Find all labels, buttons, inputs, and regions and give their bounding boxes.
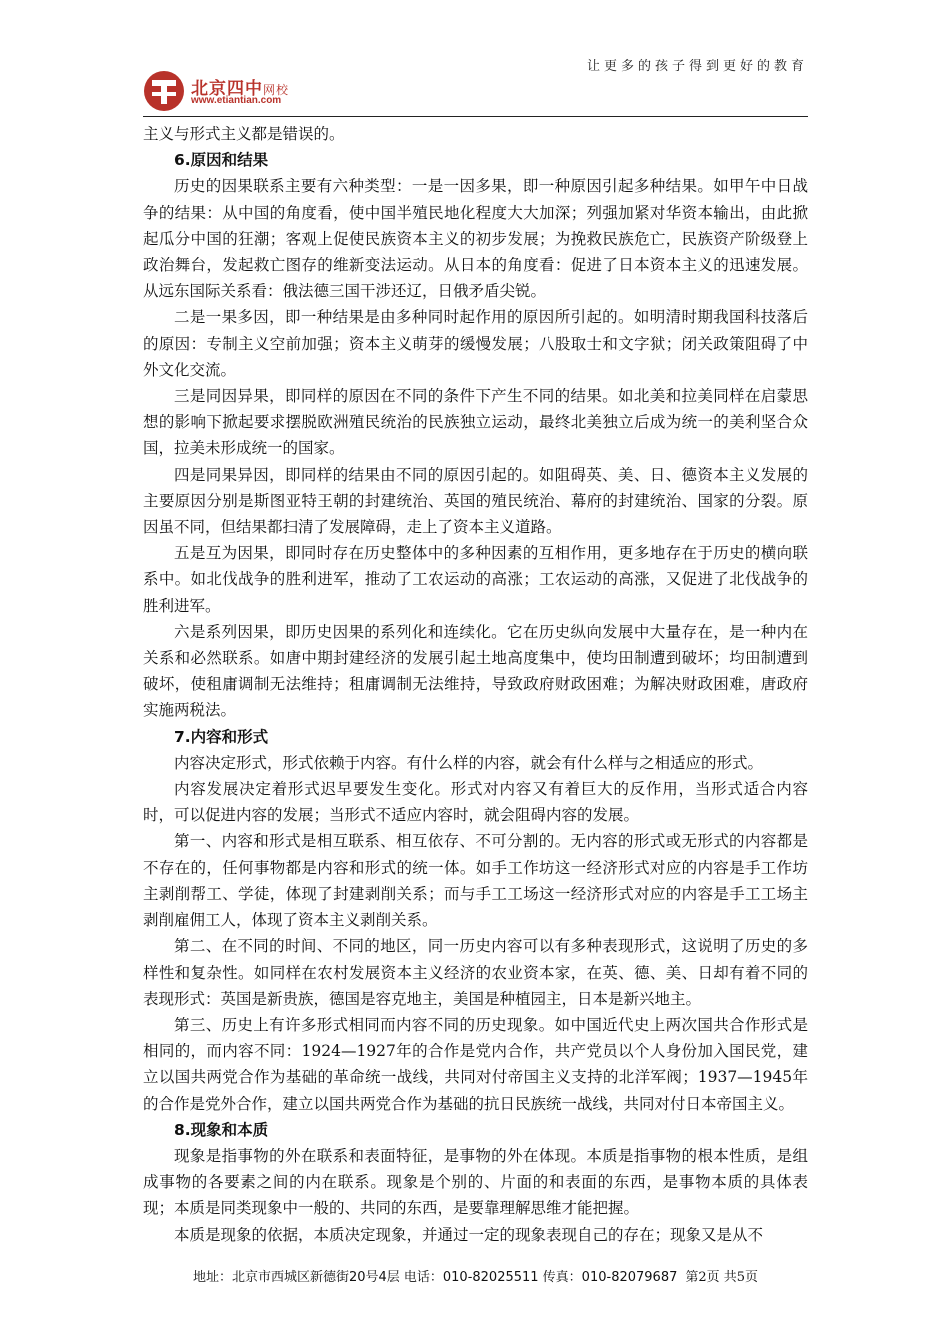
paragraph: 主义与形式主义都是错误的。: [143, 125, 345, 143]
section-heading-7: 7.内容和形式: [174, 727, 269, 746]
document-body: [143, 121, 808, 1248]
paragraph: 四是同果异因，即同样的结果由不同的原因引起的。如阻碍英、美、日、德资本主义发展的主要原因分别是斯图亚特王朝的封建统治、英国的殖民统治、幕府的封建统治、国家的分裂。原因虽不同，但结果都扫清了发展障碍，走上了资本主义道路。: [143, 465, 808, 537]
paragraph: 本质是现象的依据，本质决定现象，并通过一定的现象表现自己的存在；现象又是从不: [174, 1225, 764, 1244]
paragraph: 历史的因果联系主要有六种类型：一是一因多果，即一种原因引起多种结果。如甲午中日战争的结果：从中国的角度看，使中国半殖民地化程度大大加深；列强加紧对华资本输出，由此掀起瓜分中国的狂潮；客观上促使民族资本主义的初步发展；为挽救民族危亡，民族资产阶级登上政治舞台，发起救亡图存的维新变法运动。从日本的角度看：促进了日本资本主义的迅速发展。从远东国际关系看：俄法德三国干涉还辽，日俄矛盾尖锐。: [143, 177, 808, 301]
page-header: [143, 48, 808, 116]
section-heading-6: 6.原因和结果: [174, 151, 269, 170]
paragraph: 内容发展决定着形式迟早要发生变化。形式对内容又有着巨大的反作用，当形式适合内容时，可以促进内容的发展；当形式不适应内容时，就会阻碍内容的发展。: [143, 780, 808, 825]
page-footer: [143, 1266, 808, 1285]
school-logo-icon: [143, 70, 185, 112]
paragraph: 三是同因异果，即同样的原因在不同的条件下产生不同的结果。如北美和拉美同样在启蒙思想的影响下掀起要求摆脱欧洲殖民统治的民族独立运动，最终北美独立后成为统一的美利坚合众国，拉美未形成统一的国家。: [143, 387, 808, 458]
logo-url: www.etiantian.com: [191, 95, 282, 106]
header-divider: [143, 116, 808, 117]
paragraph: 现象是指事物的外在联系和表面特征，是事物的外在体现。本质是指事物的根本性质，是组成事物的各要素之间的内在联系。现象是个别的、片面的和表面的东西，是事物本质的具体表现；本质是同类现象中一般的、共同的东西，是要靠理解思维才能把握。: [143, 1146, 808, 1218]
paragraph: 五是互为因果，即同时存在历史整体中的多种因素的互相作用，更多地存在于历史的横向联系中。如北伐战争的胜利进军，推动了工农运动的高涨；工农运动的高涨，又促进了北伐战争的胜利进军。: [143, 544, 808, 615]
paragraph: 第二、在不同的时间、不同的地区，同一历史内容可以有多种表现形式，这说明了历史的多样性和复杂性。如同样在农村发展资本主义经济的农业资本家，在英、德、美、日却有着不同的表现形式：英国是新贵族，德国是容克地主，美国是种植园主，日本是新兴地主。: [143, 937, 808, 1008]
page-number: 第2页 共5页: [685, 1270, 759, 1285]
paragraph: 二是一果多因，即一种结果是由多种同时起作用的原因所引起的。如明清时期我国科技落后的原因：专制主义空前加强；资本主义萌芽的缓慢发展；八股取士和文字狱；闭关政策阻碍了中外文化交流。: [143, 308, 808, 379]
section-heading-8: 8.现象和本质: [174, 1120, 269, 1139]
paragraph: 内容决定形式，形式依赖于内容。有什么样的内容，就会有什么样与之相适应的形式。: [174, 753, 764, 772]
logo-sub-text: 网校: [263, 83, 290, 97]
logo-name-text: 北京四中: [191, 79, 263, 99]
paragraph: 六是系列因果，即历史因果的系列化和连续化。它在历史纵向发展中大量存在，是一种内在关系和必然联系。如唐中期封建经济的发展引起土地高度集中，使均田制遭到破坏；均田制遭到破坏，使租庸调制无法维持；租庸调制无法维持，导致政府财政困难；为解决财政困难，唐政府实施两税法。: [143, 622, 808, 720]
paragraph: 第三、历史上有许多形式相同而内容不同的历史现象。如中国近代史上两次国共合作形式是相同的，而内容不同：1924—1927年的合作是党内合作，共产党员以个人身份加入国民党，建立以国共两党合作为基础的革命统一战线，共同对付帝国主义支持的北洋军阀；1937—1945年的合作是党外合作，建立以国共两党合作为基础的抗日民族统一战线，共同对付日本帝国主义。: [143, 1015, 808, 1113]
paragraph: 第一、内容和形式是相互联系、相互依存、不可分割的。无内容的形式或无形式的内容都是不存在的，任何事物都是内容和形式的统一体。如手工作坊这一经济形式对应的内容是手工作坊主剥削帮工、学徒，体现了封建剥削关系；而与手工工场这一经济形式对应的内容是手工工场主剥削雇佣工人，体现了资本主义剥削关系。: [143, 832, 808, 930]
footer-contact: 地址：北京市西城区新德街20号4层 电话：010-82025511 传真：010-82079687: [192, 1270, 678, 1285]
header-slogan: 让更多的孩子得到更好的教育: [586, 59, 808, 74]
